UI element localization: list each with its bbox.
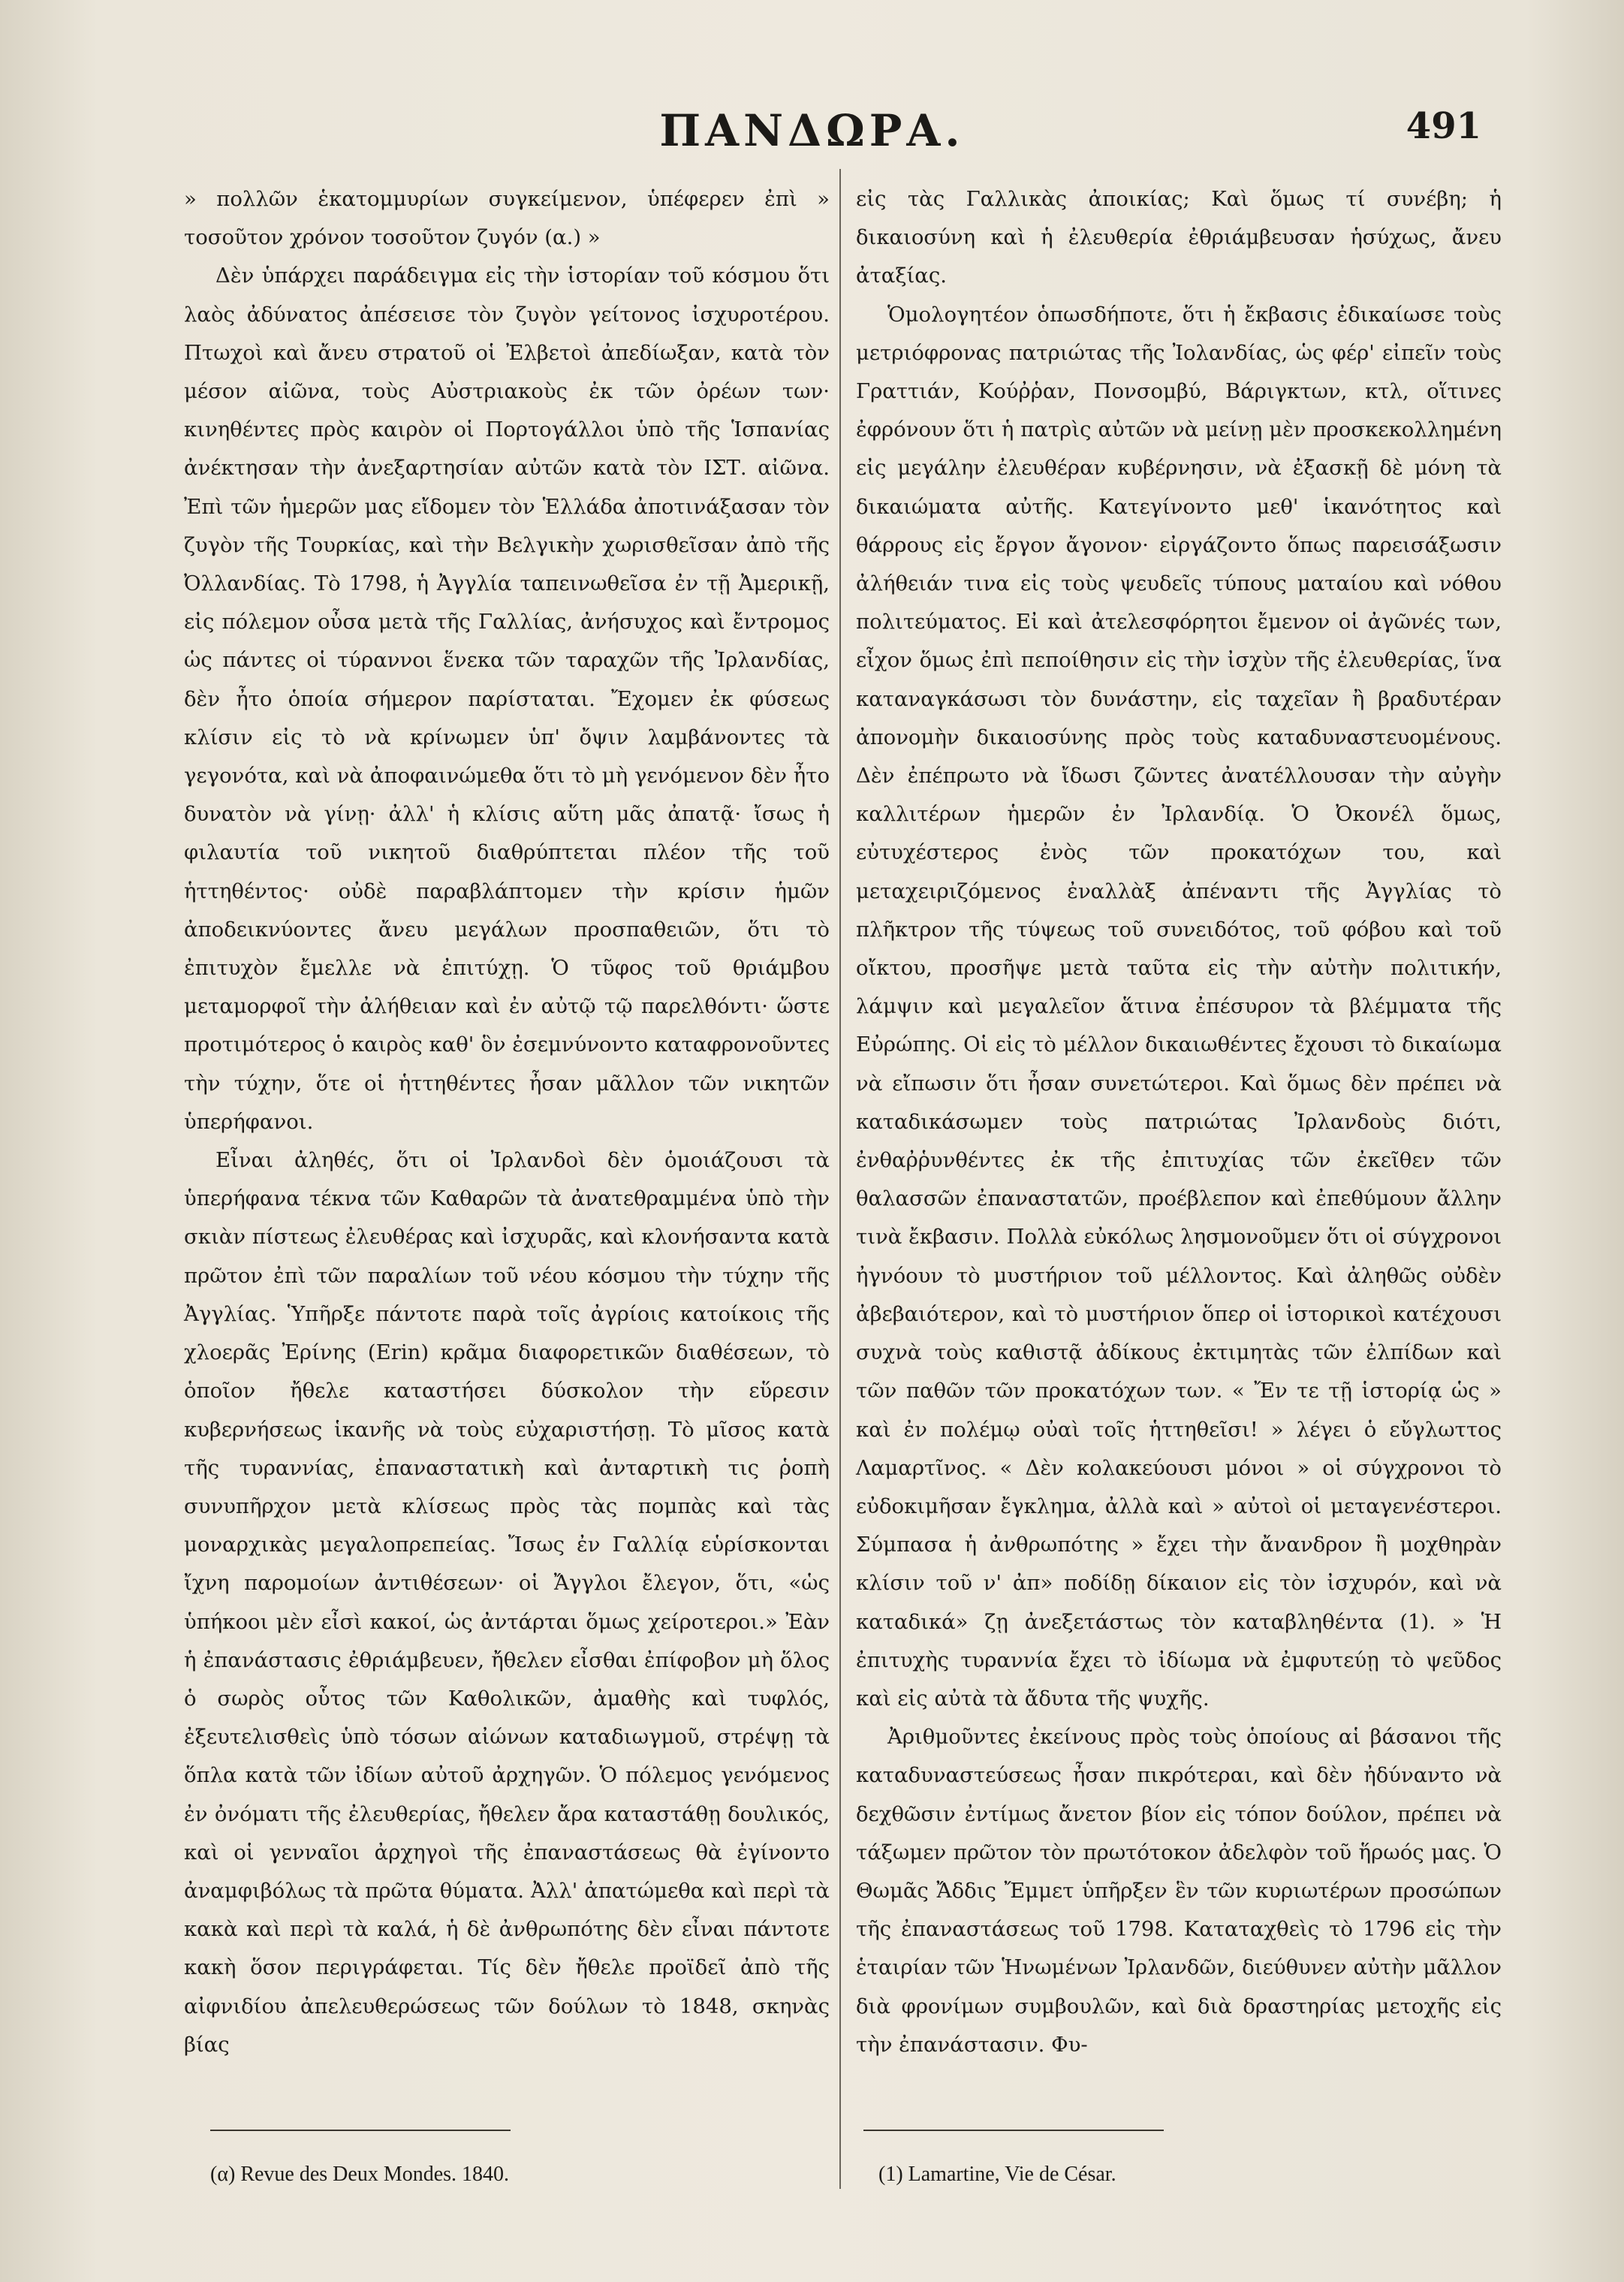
paragraph: Δὲν ὑπάρχει παράδειγμα εἰς τὴν ἱστορίαν τοῦ κόσμου ὅτι λαὸς ἀδύνατος ἀπέσεισε τὸν ζυγὸν γείτονος ἰσχυροτέρου. Πτωχοὶ καὶ ἄνευ στρατοῦ οἱ Ἐλβετοὶ ἀπεδίωξαν, κατὰ τὸν μέσον αἰῶνα, τοὺς Αὐστριακοὺς ἐκ τῶν ὀρέων των· κινηθέντες πρὸς καιρὸν οἱ Πορτογάλλοι ὑπὸ τῆς Ἱσπανίας ἀνέκτησαν τὴν ἀνεξαρτησίαν αὐτῶν κατὰ τὸν ΙΣΤ. αἰῶνα. Ἐπὶ τῶν ἡμερῶν μας εἴδομεν τὸν Ἑλλάδα ἀποτινάξασαν τὸν ζυγὸν τῆς Τουρκίας, καὶ τὴν Βελγικὴν χωρισθεῖσαν ἀπὸ τῆς Ὀλλανδίας. Τὸ 1798, ἡ Ἀγγλία ταπεινωθεῖσα ἐν τῇ Ἀμερικῇ, εἰς πόλεμον οὖσα μετὰ τῆς Γαλλίας, ἀνήσυχος καὶ ἔντρομος ὡς πάντες οἱ τύραννοι ἕνεκα τῶν ταραχῶν τῆς Ἰρλανδίας, δὲν ἦτο ὁποία σήμερον παρίσταται. Ἔχομεν ἐκ φύσεως κλίσιν εἰς τὸ νὰ κρίνωμεν ὑπ' ὄψιν λαμβάνοντες τὰ γεγονότα, καὶ νὰ ἀποφαινώμεθα ὅτι τὸ μὴ γενόμενον δὲν ἦτο δυνατὸν νὰ γίνῃ· ἀλλ' ἡ κλίσις αὕτη μᾶς ἀπατᾷ· ἴσως ἡ φιλαυτία τοῦ νικητοῦ διαθρύπτεται πλέον τῆς τοῦ ἡττηθέντος· οὐδὲ παραβλάπτομεν τὴν κρίσιν ἡμῶν ἀποδεικνύοντες ἄνευ μεγάλων προσπαθειῶν, ὅτι τὸ ἐπιτυχὸν ἔμελλε νὰ ἐπιτύχῃ. Ὁ τῦφος τοῦ θριάμβου μεταμορφοῖ τὴν ἀλήθειαν καὶ ἐν αὐτῷ τῷ παρελθόντι· ὥστε προτιμότερος ὁ καιρὸς καθ' ὃν ἐσεμνύνοντο καταφρονοῦντες τὴν τύχην, ὅτε οἱ ἡττηθέντες ἦσαν μᾶλλον τῶν νικητῶν ὑπερήφανοι. xyxy=(184,264,830,1134)
page-title: ΠΑΝΔΩΡΑ. xyxy=(659,105,965,156)
paragraph: εἰς τὰς Γαλλικὰς ἀποικίας; Καὶ ὅμως τί συνέβη; ἡ δικαιοσύνη καὶ ἡ ἐλευθερία ἐθριάμβευσαν ἡσύχως, ἄνευ ἀταξίας. xyxy=(856,187,1502,288)
footnote: (α) Revue des Deux Mondes. 1840. xyxy=(210,2163,510,2186)
paragraph: Ὁμολογητέον ὁπωσδήποτε, ὅτι ἡ ἔκβασις ἐδικαίωσε τοὺς μετριόφρονας πατριώτας τῆς Ἰολανδίας, ὡς φέρ' εἰπεῖν τοὺς Γραττιάν, Κούῤῥαν, Πονσομβύ, Βάριγκτων, κτλ, οἵτινες ἐφρόνουν ὅτι ἡ πατρὶς αὐτῶν νὰ μείνῃ μὲν προσκεκολλημένη εἰς μεγάλην ἐλευθέραν κυβέρνησιν, νὰ ἐξασκῇ δὲ μόνη τὰ δικαιώματα αὐτῆς. Κατεγίνοντο μεθ' ἱκανότητος καὶ θάρρους εἰς ἔργον ἄγονον· εἰργάζοντο ὅπως παρεισάξωσιν ἀλήθειάν τινα εἰς τοὺς ψευδεῖς τύπους ματαίου καὶ νόθου πολιτεύματος. Εἰ καὶ ἀτελεσφόρητοι ἔμενον οἱ ἀγῶνές των, εἶχον ὅμως ἐπὶ πεποίθησιν εἰς τὴν ἰσχὺν τῆς ἐλευθερίας, ἵνα καταναγκάσωσι τὸν δυνάστην, εἰς ταχεῖαν ἢ βραδυτέραν ἀπονομὴν δικαιοσύνης πρὸς τοὺς καταδυναστευομένους. Δὲν ἐπέπρωτο νὰ ἴδωσι ζῶντες ἀνατέλλουσαν τὴν αὐγὴν καλλιτέρων ἡμερῶν ἐν Ἰρλανδίᾳ. Ὁ Ὀκονέλ ὅμως, εὐτυχέστερος ἐνὸς τῶν προκατόχων του, καὶ μεταχειριζόμενος ἐναλλὰξ ἀπέναντι τῆς Ἀγγλίας τὸ πλῆκτρον τῆς τύψεως τοῦ συνειδότος, τοῦ φόβου καὶ τοῦ οἴκτου, προσῆψε μετὰ ταῦτα εἰς τὴν αὐτὴν πολιτικήν, λάμψιν καὶ μεγαλεῖον ἅτινα ἐπέσυρον τὰ βλέμματα τῆς Εὐρώπης. Οἱ εἰς τὸ μέλλον δικαιωθέντες ἔχουσι τὸ δικαίωμα νὰ εἴπωσιν ὅτι ἦσαν συνετώτεροι. Καὶ ὅμως δὲν πρέπει νὰ καταδικάσωμεν τοὺς πατριώτας Ἰρλανδοὺς διότι, ἐνθαῤῥυνθέντες ἐκ τῆς ἐπιτυχίας τῶν ἐκεῖθεν τῶν θαλασσῶν ἐπαναστατῶν, προέβλεπον καὶ ἐπεθύμουν ἄλλην τινὰ ἔκβασιν. Πολλὰ εὐκόλως λησμονοῦμεν ὅτι οἱ σύγχρονοι ἠγνόουν τὸ μυστήριον τοῦ μέλλοντος. Καὶ ἀληθῶς οὐδὲν ἀβεβαιότερον, καὶ τὸ μυστήριον ὅπερ οἱ ἱστορικοὶ κατέχουσι συχνὰ τοὺς καθιστᾷ ἀδίκους ἐκτιμητὰς τῶν ἐλπίδων καὶ τῶν παθῶν τῶν προκατόχων των. « Ἔν τε τῇ ἱστορίᾳ ὡς » καὶ ἐν πολέμῳ οὐαὶ τοῖς ἡττηθεῖσι! » λέγει ὁ εὔγλωττος Λαμαρτῖνος. « Δὲν κολακεύουσι μόνοι » οἱ σύγχρονοι τὸ εὐδοκιμῆσαν ἔγκλημα, ἀλλὰ καὶ » αὐτοὶ οἱ μεταγενέστεροι. Σύμπασα ἡ ἀνθρωπότης » ἔχει τὴν ἄνανδρον ἢ μοχθηρὰν κλίσιν τοῦ ν' ἀπ» ποδίδῃ δίκαιον εἰς τὸν ἰσχυρόν, καὶ νὰ καταδικά» ζῃ ἀνεξετάστως τὸν καταβληθέντα (1). » Ἡ ἐπιτυχὴς τυραννία ἔχει τὸ ἰδίωμα νὰ ἐμφυτεύῃ τὸ ψεῦδος καὶ εἰς αὐτὰ τὰ ἄδυτα τῆς ψυχῆς. xyxy=(856,302,1502,1711)
footnote-rule xyxy=(210,2130,511,2131)
paragraph: » πολλῶν ἑκατομμυρίων συγκείμενον, ὑπέφερεν ἐπὶ » τοσοῦτον χρόνον τοσοῦτον ζυγόν (α.) » xyxy=(184,187,830,250)
running-head xyxy=(0,105,1624,165)
paragraph: Ἀριθμοῦντες ἐκείνους πρὸς τοὺς ὁποίους αἱ βάσανοι τῆς καταδυναστεύσεως ἦσαν πικρότεραι, καὶ δὲν ἠδύναντο νὰ δεχθῶσιν ἐντίμως ἄνετον βίον εἰς τόπον δούλον, πρέπει νὰ τάξωμεν πρῶτον τὸν πρωτότοκον ἀδελφὸν τοῦ ἥρωός μας. Ὁ Θωμᾶς Ἄδδις Ἔμμετ ὑπῆρξεν ἓν τῶν κυριωτέρων προσώπων τῆς ἐπαναστάσεως τοῦ 1798. Καταταχθεὶς τὸ 1796 εἰς τὴν ἑταιρίαν τῶν Ἡνωμένων Ἰρλανδῶν, διεύθυνεν αὐτὴν μᾶλλον διὰ φρονίμων συμβουλῶν, καὶ διὰ δραστηρίας μετοχῆς εἰς τὴν ἐπανάστασιν. Φυ- xyxy=(856,1725,1502,2057)
footnote: (1) Lamartine, Vie de César. xyxy=(878,2163,1116,2186)
paragraph: Εἶναι ἀληθές, ὅτι οἱ Ἰρλανδοὶ δὲν ὁμοιάζουσι τὰ ὑπερήφανα τέκνα τῶν Καθαρῶν τὰ ἀνατεθραμμένα ὑπὸ τὴν σκιὰν πίστεως ἐλευθέρας καὶ ἰσχυρᾶς, καὶ κλονήσαντα κατὰ πρῶτον ἐπὶ τῶν παραλίων τοῦ νέου κόσμου τὴν τύχην τῆς Ἀγγλίας. Ὑπῆρξε πάντοτε παρὰ τοῖς ἀγρίοις κατοίκοις τῆς χλοερᾶς Ἐρίνης (Erin) κρᾶμα διαφορετικῶν διαθέσεων, τὸ ὁποῖον ἤθελε καταστήσει δύσκολον τὴν εὕρεσιν κυβερνήσεως ἱκανῆς νὰ τοὺς εὐχαριστήσῃ. Τὸ μῖσος κατὰ τῆς τυραννίας, ἐπαναστατικὴ καὶ ἀνταρτικὴ τις ῥοπὴ συνυπῆρχον μετὰ κλίσεως πρὸς τὰς πομπὰς καὶ τὰς μοναρχικὰς μεγαλοπρεπείας. Ἴσως ἐν Γαλλίᾳ εὑρίσκονται ἴχνη παρομοίων ἀντιθέσεων· οἱ Ἄγγλοι ἔλεγον, ὅτι, «ὡς ὑπήκοοι μὲν εἶσὶ κακοί, ὡς ἀντάρται ὅμως χείροτεροι.» Ἐὰν ἡ ἐπανάστασις ἐθριάμβευεν, ἤθελεν εἶσθαι ἐπίφοβον μὴ ὅλος ὁ σωρὸς οὗτος τῶν Καθολικῶν, ἀμαθὴς καὶ τυφλός, ἐξευτελισθεὶς ὑπὸ τόσων αἰώνων καταδιωγμοῦ, στρέψῃ τὰ ὅπλα κατὰ τῶν ἰδίων αὐτοῦ ἀρχηγῶν. Ὁ πόλεμος γενόμενος ἐν ὀνόματι τῆς ἐλευθερίας, ἤθελεν ἄρα καταστάθῃ δουλικός, καὶ οἱ γενναῖοι ἀρχηγοὶ τῆς ἐπαναστάσεως θὰ ἐγίνοντο ἀναμφιβόλως τὰ πρῶτα θύματα. Ἀλλ' ἀπατώμεθα καὶ περὶ τὰ κακὰ καὶ περὶ τὰ καλά, ἡ δὲ ἀνθρωπότης δὲν εἶναι πάντοτε κακὴ ὅσον περιγράφεται. Τίς δὲν ἤθελε προϊδεῖ ἀπὸ τῆς αἰφνιδίου ἀπελευθερώσεως τῶν δούλων τὸ 1848, σκηνὰς βίας xyxy=(184,1148,830,2057)
page-number: 491 xyxy=(1406,105,1481,147)
left-column xyxy=(184,180,830,2064)
footnote-rule xyxy=(863,2130,1164,2131)
column-divider xyxy=(839,169,841,2189)
right-column xyxy=(856,180,1502,2064)
